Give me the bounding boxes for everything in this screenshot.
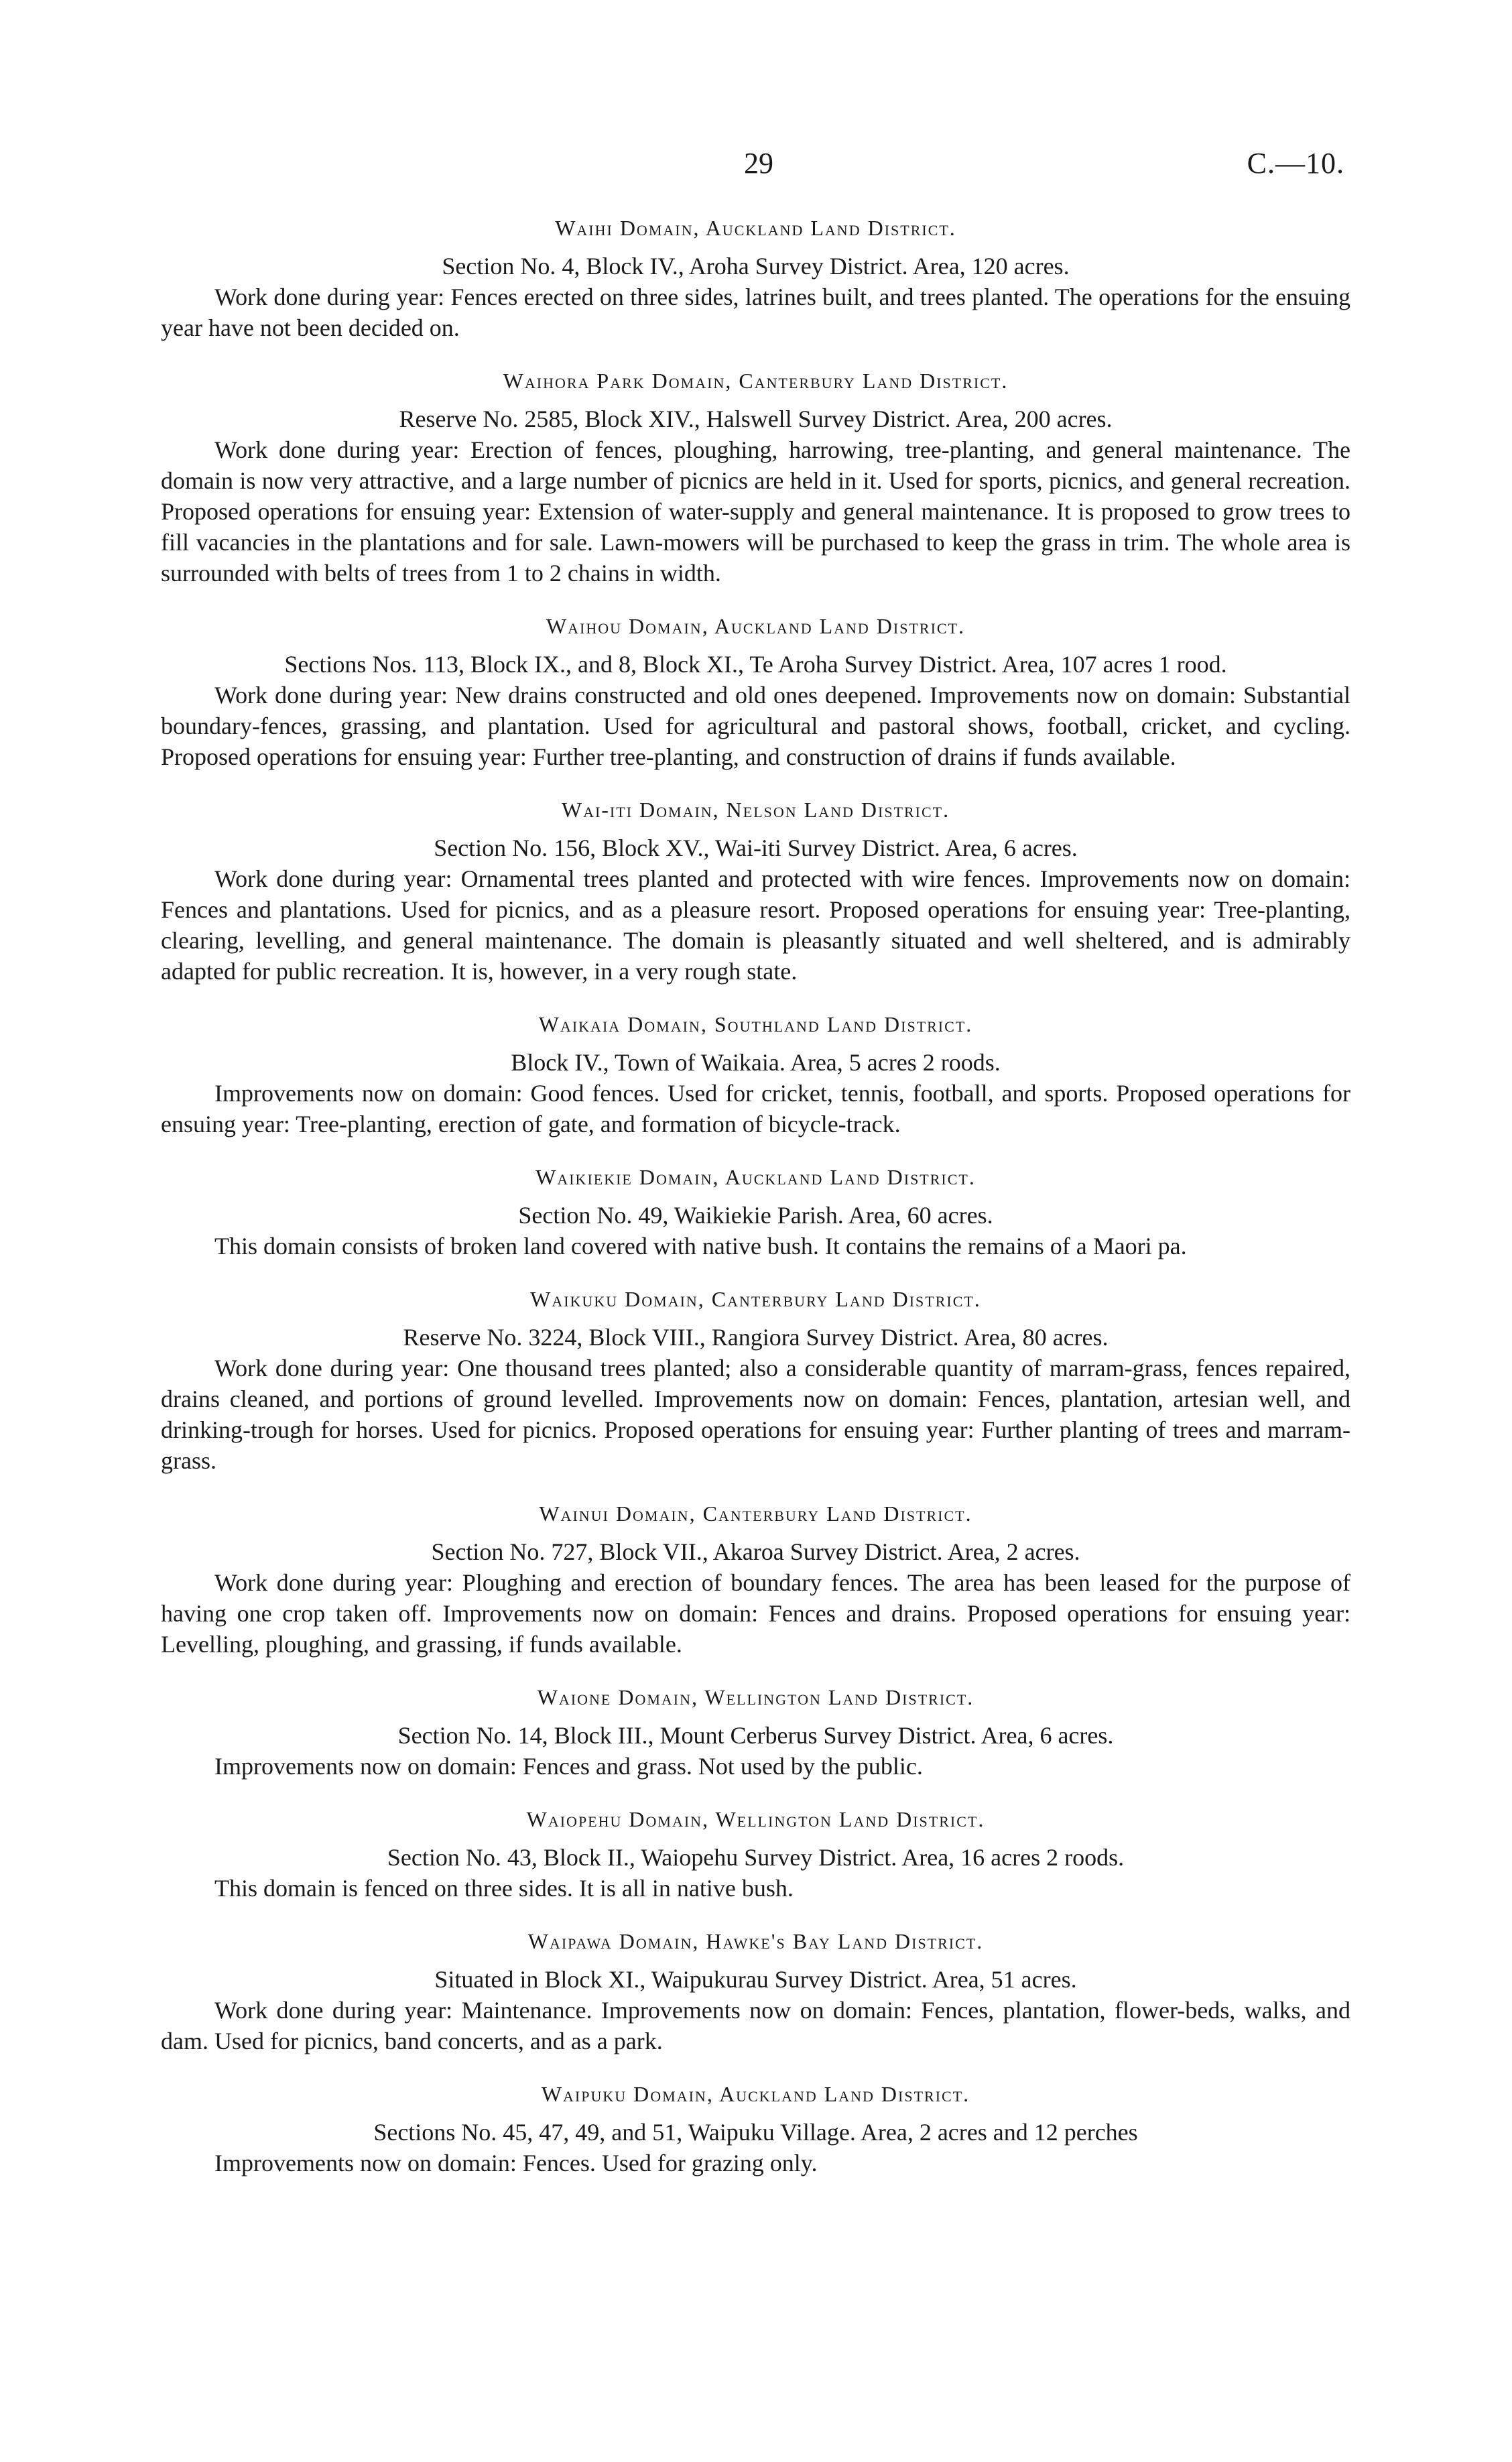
domain-list [161,213,1350,2201]
domain-location: Sections Nos. 113, Block IX., and 8, Block XI., Te Aroha Survey District. Area, 107 acres 1 rood. [284,651,1227,678]
domain-description: Work done during year: New drains constructed and old ones deepened. Improvements now on domain: Substantial boundary-fences, grassing, and plantation. Used for agricultural and pastoral shows, football, cricket, and cycling. Proposed operations for ensuing year: Further tree-planting, and construction of drains if funds available. [161,682,1350,770]
domain-title: Waikuku Domain, Canterbury Land District. [530,1287,981,1311]
domain-title: Waiopehu Domain, Wellington Land District. [526,1807,985,1831]
domain-location: Situated in Block XI., Waipukurau Survey District. Area, 51 acres. [434,1966,1077,1993]
domain-entry-waihi [161,213,1350,343]
domain-entry-wainui [161,1499,1350,1660]
domain-description: Work done during year: One thousand trees planted; also a considerable quantity of marram-grass, fences repaired, drains cleaned, and portions of ground levelled. Improvements now on domain: Fences, plantation, artesian well, and drinking-trough for horses. Used for picnics. Proposed operations for ensuing year: Further planting of trees and marram-grass. [161,1355,1350,1474]
page-number: 29 [744,147,773,180]
domain-entry-waihora-park [161,366,1350,589]
domain-entry-waiopehu [161,1804,1350,1904]
domain-entry-waikaia [161,1009,1350,1140]
domain-title: Waikaia Domain, Southland Land District. [538,1012,973,1036]
domain-title: Waihi Domain, Auckland Land District. [555,216,956,240]
domain-title: Wai-iti Domain, Nelson Land District. [561,798,950,822]
domain-location: Section No. 49, Waikiekie Parish. Area, 60 acres. [518,1202,993,1229]
domain-location: Reserve No. 2585, Block XIV., Halswell Survey District. Area, 200 acres. [399,406,1113,432]
domain-title: Waihou Domain, Auckland Land District. [546,614,966,638]
domain-location: Section No. 156, Block XV., Wai-iti Survey District. Area, 6 acres. [434,835,1078,861]
domain-entry-waipuku [161,2079,1350,2178]
domain-location: Reserve No. 3224, Block VIII., Rangiora Survey District. Area, 80 acres. [403,1324,1109,1351]
domain-description: Work done during year: Ploughing and erection of boundary fences. The area has been leased for the purpose of having one crop taken off. Improvements now on domain: Fences and drains. Proposed operations for ensuing year: Levelling, ploughing, and grassing, if funds available. [161,1569,1350,1658]
domain-description: Improvements now on domain: Good fences. Used for cricket, tennis, football, and sports. Proposed operations for ensuing year: Tree-planting, erection of gate, and formation of bicycle-track. [161,1080,1350,1137]
domain-title: Wainui Domain, Canterbury Land District. [539,1501,972,1526]
domain-title: Waikiekie Domain, Auckland Land District. [536,1165,976,1189]
domain-location: Section No. 727, Block VII., Akaroa Survey District. Area, 2 acres. [431,1538,1080,1565]
domain-description: Work done during year: Maintenance. Improvements now on domain: Fences, plantation, flower-beds, walks, and dam. Used for picnics, band concerts, and as a park. [161,1997,1350,2054]
domain-location: Section No. 14, Block III., Mount Cerberus Survey District. Area, 6 acres. [397,1722,1114,1749]
domain-entry-waikiekie [161,1162,1350,1261]
domain-description: Work done during year: Erection of fences, ploughing, harrowing, tree-planting, and general maintenance. The domain is now very attractive, and a large number of picnics are held in it. Used for sports, picnics, and general recreation. Proposed operations for ensuing year: Extension of water-supply and general maintenance. It is proposed to grow trees to fill vacancies in the plantations and for sale. Lawn-mowers will be purchased to keep the grass in trim. The whole area is surrounded with belts of trees from 1 to 2 chains in width. [161,436,1350,587]
domain-location: Section No. 4, Block IV., Aroha Survey District. Area, 120 acres. [442,253,1070,280]
domain-location: Block IV., Town of Waikaia. Area, 5 acres 2 roods. [511,1049,1001,1076]
document-reference: C.—10. [1247,147,1344,180]
domain-location: Sections No. 45, 47, 49, and 51, Waipuku Village. Area, 2 acres and 12 perches [373,2119,1138,2146]
domain-description: Improvements now on domain: Fences. Used for grazing only. [214,2150,818,2176]
domain-description: This domain is fenced on three sides. It is all in native bush. [214,1875,794,1902]
domain-title: Waione Domain, Wellington Land District. [537,1685,974,1709]
domain-entry-waipawa [161,1926,1350,2056]
domain-title: Waihora Park Domain, Canterbury Land District. [503,369,1009,393]
domain-location: Section No. 43, Block II., Waiopehu Survey District. Area, 16 acres 2 roods. [387,1844,1125,1871]
domain-entry-wai-iti [161,795,1350,987]
domain-description: Work done during year: Ornamental trees planted and protected with wire fences. Improvements now on domain: Fences and plantations. Used for picnics, and as a pleasure resort. Proposed operations for ensuing year: Tree-planting, clearing, levelling, and general maintenance. The domain is pleasantly situated and well sheltered, and is admirably adapted for public recreation. It is, however, in a very rough state. [161,865,1350,985]
domain-description: Work done during year: Fences erected on three sides, latrines built, and trees planted. The operations for the ensuing year have not been decided on. [161,284,1350,341]
domain-entry-waikuku [161,1284,1350,1476]
domain-title: Waipawa Domain, Hawke's Bay Land District. [527,1929,984,1953]
domain-entry-waione [161,1682,1350,1782]
page-header [161,146,1344,186]
domain-title: Waipuku Domain, Auckland Land District. [541,2082,970,2106]
domain-entry-waihou [161,611,1350,772]
domain-description: This domain consists of broken land covered with native bush. It contains the remains of a Maori pa. [214,1233,1187,1259]
domain-description: Improvements now on domain: Fences and grass. Not used by the public. [214,1753,923,1780]
